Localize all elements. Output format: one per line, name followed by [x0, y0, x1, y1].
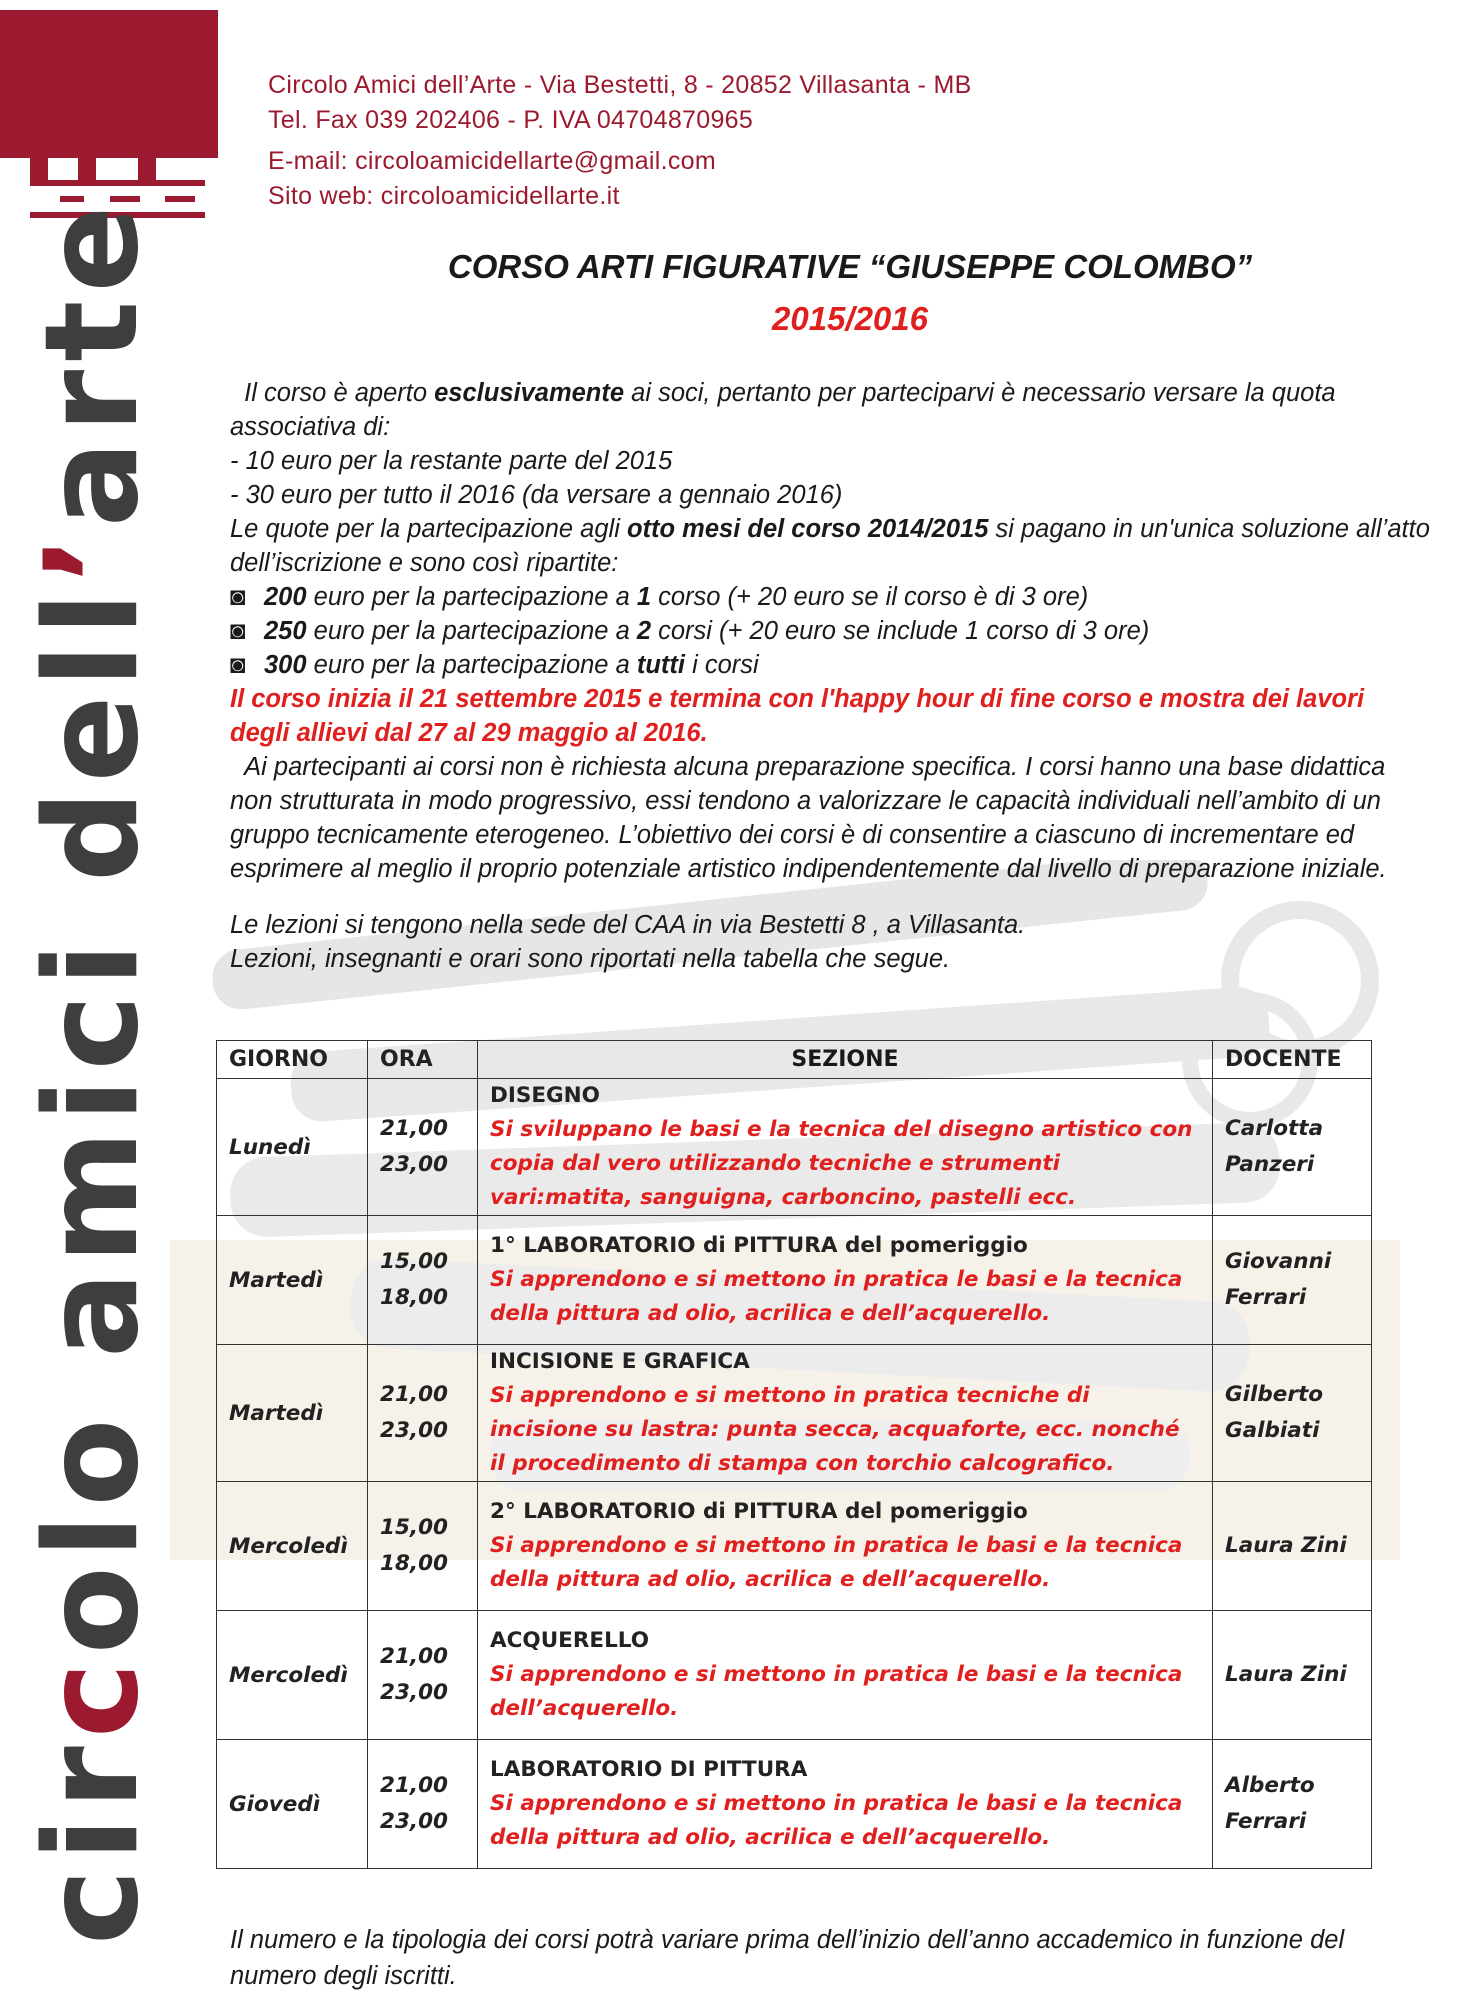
side-wordmark: circolo amici dell’arte: [18, 197, 167, 1945]
price-bullet: ◙ 200 euro per la partecipazione a 1 corso (+ 20 euro se il corso è di 3 ore): [230, 580, 1430, 614]
address-line: Circolo Amici dell’Arte - Via Bestetti, 8 - 20852 Villasanta - MB: [268, 71, 972, 99]
cell-day: Martedì: [217, 1345, 368, 1482]
cell-teacher: Laura Zini: [1213, 1482, 1372, 1611]
cell-teacher: Laura Zini: [1213, 1611, 1372, 1740]
header-time: ORA: [368, 1041, 478, 1079]
phone-vat-line: Tel. Fax 039 202406 - P. IVA 04704870965: [268, 106, 754, 134]
cell-day: Mercoledì: [217, 1611, 368, 1740]
header-teacher: DOCENTE: [1213, 1041, 1372, 1079]
cell-time: 15,00 18,00: [368, 1216, 478, 1345]
course-title: CORSO ARTI FIGURATIVE “GIUSEPPE COLOMBO”: [447, 248, 1253, 285]
cell-time: 15,00 18,00: [368, 1482, 478, 1611]
cell-teacher: Carlotta Panzeri: [1213, 1079, 1372, 1216]
email-line: E-mail: circoloamicidellarte@gmail.com: [268, 147, 716, 175]
cell-section: LABORATORIO DI PITTURA Si apprendono e si mettono in pratica le basi e la tecnica della pittura ad olio, acrilica e dell’acquerello.: [478, 1740, 1213, 1869]
logo-square: [0, 10, 218, 158]
header-day: GIORNO: [217, 1041, 368, 1079]
table-row: [217, 1482, 1372, 1611]
footer-note: Il numero e la tipologia dei corsi potrà variare prima dell’inizio dell’anno accademico in funzione del numero degli iscritti.: [230, 1926, 1345, 1990]
table-header-row: [217, 1041, 1372, 1079]
cell-section: DISEGNO Si sviluppano le basi e la tecnica del disegno artistico con copia dal vero utilizzando tecniche e strumenti vari:matita, sanguigna, carboncino, pastelli ecc.: [478, 1079, 1213, 1216]
fee-line-2015: - 10 euro per la restante parte del 2015: [230, 447, 673, 475]
cell-day: Giovedì: [217, 1740, 368, 1869]
cell-section: INCISIONE E GRAFICA Si apprendono e si mettono in pratica tecniche di incisione su lastra: punta secca, acquaforte, ecc. nonché il procedimento di stampa con torchio calcografico.: [478, 1345, 1213, 1482]
bullet-icon: ◙: [230, 617, 246, 645]
cell-day: Lunedì: [217, 1079, 368, 1216]
course-description: [230, 376, 1430, 976]
cell-teacher: Giovanni Ferrari: [1213, 1216, 1372, 1345]
payment-paragraph: Le quote per la partecipazione agli otto mesi del corso 2014/2015 si pagano in un'unica soluzione all’atto dell’iscrizione e sono così ripartite:: [230, 515, 1430, 577]
contact-info: [268, 68, 972, 214]
fee-line-2016: - 30 euro per tutto il 2016 (da versare a gennaio 2016): [230, 481, 843, 509]
membership-paragraph: Il corso è aperto esclusivamente ai soci, pertanto per parteciparvi è necessario versare la quota associativa di:: [230, 379, 1336, 441]
cell-time: 21,00 23,00: [368, 1079, 478, 1216]
cell-day: Martedì: [217, 1216, 368, 1345]
price-bullet: ◙ 300 euro per la partecipazione a tutti i corsi: [230, 648, 1430, 682]
location-line: Le lezioni si tengono nella sede del CAA in via Bestetti 8 , a Villasanta.: [230, 911, 1026, 939]
cell-time: 21,00 23,00: [368, 1345, 478, 1482]
course-year: 2015/2016: [772, 300, 928, 337]
bullet-icon: ◙: [230, 651, 246, 679]
bullet-icon: ◙: [230, 583, 246, 611]
cell-day: Mercoledì: [217, 1482, 368, 1611]
table-row: [217, 1345, 1372, 1482]
cell-teacher: Alberto Ferrari: [1213, 1740, 1372, 1869]
table-row: [217, 1079, 1372, 1216]
cell-time: 21,00 23,00: [368, 1611, 478, 1740]
association-logo: [0, 10, 218, 210]
preparation-paragraph: Ai partecipanti ai corsi non è richiesta alcuna preparazione specifica. I corsi hanno una base didattica non strutturata in modo progressivo, essi tendono a valorizzare le capacità individuali nell’ambito di un gruppo tecnicamente eterogeneo. L’obiettivo dei corsi è di consentire a ciascuno di incrementare ed esprimere al meglio il proprio potenziale artistico indipendentemente dal livello di preparazione iniziale.: [230, 753, 1387, 883]
table-intro-line: Lezioni, insegnanti e orari sono riportati nella tabella che segue.: [230, 945, 951, 973]
cell-section: 1° LABORATORIO di PITTURA del pomeriggio Si apprendono e si mettono in pratica le basi e la tecnica della pittura ad olio, acrilica e dell’acquerello.: [478, 1216, 1213, 1345]
header-section: SEZIONE: [478, 1041, 1213, 1079]
cell-section: ACQUERELLO Si apprendono e si mettono in pratica le basi e la tecnica dell’acquerello.: [478, 1611, 1213, 1740]
table-row: [217, 1740, 1372, 1869]
website-line: Sito web: circoloamicidellarte.it: [268, 182, 620, 210]
cell-teacher: Gilberto Galbiati: [1213, 1345, 1372, 1482]
cell-section: 2° LABORATORIO di PITTURA del pomeriggio Si apprendono e si mettono in pratica le basi e la tecnica della pittura ad olio, acrilica e dell’acquerello.: [478, 1482, 1213, 1611]
cell-time: 21,00 23,00: [368, 1740, 478, 1869]
table-row: [217, 1611, 1372, 1740]
price-bullet: ◙ 250 euro per la partecipazione a 2 corsi (+ 20 euro se include 1 corso di 3 ore): [230, 614, 1430, 648]
table-row: [217, 1216, 1372, 1345]
schedule-table: [216, 1040, 1372, 1869]
course-dates: Il corso inizia il 21 settembre 2015 e termina con l'happy hour di fine corso e mostra dei lavori degli allievi dal 27 al 29 maggio al 2016.: [230, 685, 1365, 747]
